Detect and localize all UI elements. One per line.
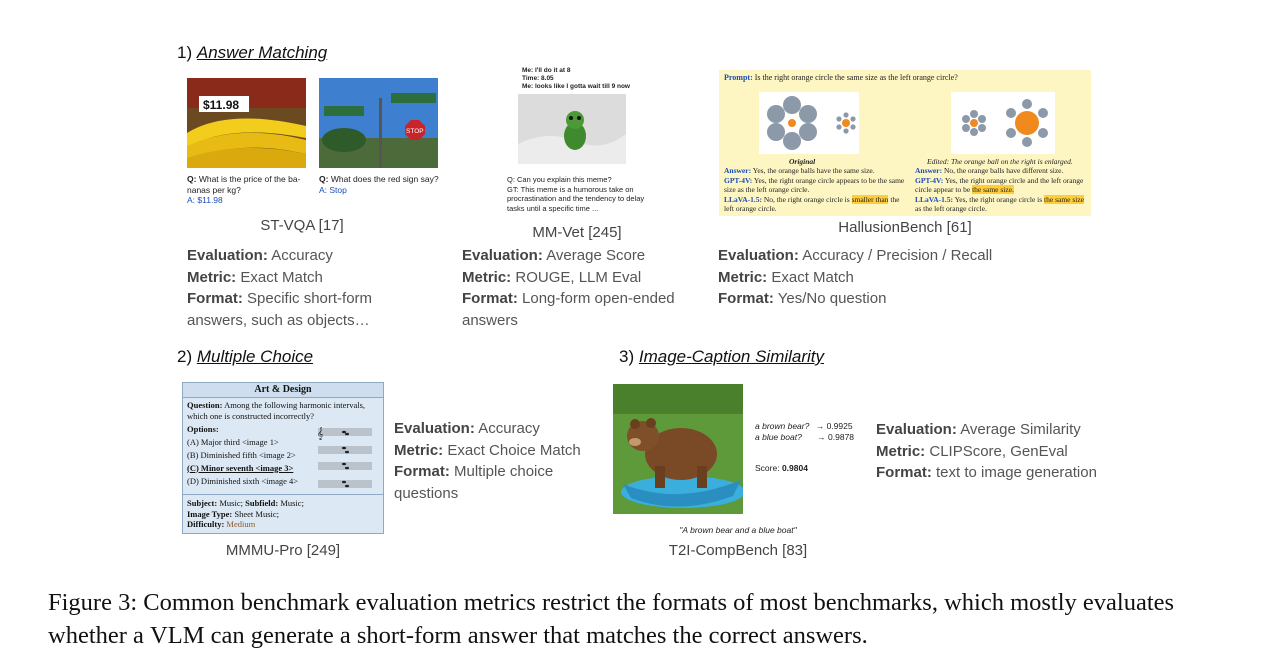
meme-image (518, 94, 626, 164)
mmmu-option-d: (D) Diminished sixth <image 4> (187, 475, 299, 486)
original-label: Original (789, 157, 816, 166)
mmmu-options-label: Options: (187, 424, 219, 434)
hallusion-panel (719, 70, 1091, 216)
bananas-image (187, 78, 306, 168)
stvqa-qa-2: Q: What does the red sign say? A: Stop (319, 174, 439, 195)
svg-text:𝄞: 𝄞 (317, 427, 324, 440)
mmmu-meta: Subject: Music; Subfield: Music; Image Type: Sheet Music; Difficulty: Medium (183, 494, 383, 533)
mmmu-card (182, 382, 384, 534)
edited-answers: Answer: No, the orange balls have different size. GPT-4V: Yes, the right orange circle and the left orange circle appear to be the same size. LLaVA-1.5: Yes, the right orange circle is the same size as the left orange circle. (915, 166, 1085, 213)
benchmark-name-stvqa: ST-VQA [17] (260, 217, 344, 234)
mmmu-option-c: (C) Minor seventh <image 3> (187, 462, 294, 473)
edited-label: Edited: The orange ball on the right is enlarged. (927, 157, 1073, 166)
mmmu-option-a: (A) Major third <image 1> (187, 436, 279, 447)
hallusion-prompt: Prompt: Is the right orange circle the same size as the left orange circle? (724, 73, 958, 82)
stvqa-evaluation-block: Evaluation: Accuracy Metric: Exact Match Format: Specific short-form answers, such as objects… (187, 247, 373, 329)
t2i-image-caption: "A brown bear and a blue boat" (679, 525, 797, 535)
figure-caption: Figure 3: Common benchmark evaluation metrics restrict the formats of most benchmarks, which mostly evaluates whether a VLM can generate a short-form answer that matches the correct answers. (48, 589, 1175, 649)
edited-circles-image (951, 92, 1055, 154)
benchmark-name-hallusionbench: HallusionBench [61] (838, 219, 972, 236)
benchmark-name-mmvet: MM-Vet [245] (532, 224, 622, 241)
hallusion-evaluation-block: Evaluation: Accuracy / Precision / Recall Metric: Exact Match Format: Yes/No question (718, 247, 993, 307)
bear-boat-image (613, 384, 743, 514)
mmvet-evaluation-block: Evaluation: Average Score Metric: ROUGE, LLM Eval Format: Long-form open-ended answers (462, 247, 675, 329)
mmmu-evaluation-block: Evaluation: Accuracy Metric: Exact Choice Match Format: Multiple choice questions (394, 420, 581, 502)
benchmark-name-mmmu-pro: MMMU-Pro [249] (225, 542, 341, 559)
t2i-prompt-scores: a brown bear? → 0.9925 a blue boat? → 0.9878 (755, 421, 855, 442)
street-sign-image (319, 78, 438, 168)
benchmark-name-t2i-compbench: T2I-CompBench [83] (668, 542, 808, 559)
t2i-evaluation-block: Evaluation: Average Similarity Metric: CLIPScore, GenEval Format: text to image generation (876, 421, 1097, 481)
section-title-answer-matching: 1) Answer Matching (177, 43, 328, 62)
original-answers: Answer: Yes, the orange balls have the same size. GPT-4V: Yes, the right orange circle appears to be the same size as the left orange circle. LLaVA-1.5: No, the right orange circle is smaller than the left orange circle. (724, 166, 905, 213)
mmvet-qa: Q: Can you explain this meme? GT: This meme is a humorous take on procrastination and the tendency to delay tasks until a specific time ... (507, 175, 645, 213)
sheet-music-icon (316, 423, 376, 493)
t2i-total-score: Score: 0.9804 (755, 463, 808, 473)
mmmu-option-b: (B) Diminished fifth <image 2> (187, 449, 296, 460)
original-circles-image (759, 92, 859, 154)
section-title-image-caption-similarity: 3) Image-Caption Similarity (619, 347, 825, 366)
meme-text: Me: I'll do it at 8 Time: 8.05 Me: looks like I gotta wait till 9 now (522, 67, 630, 90)
section-title-multiple-choice: 2) Multiple Choice (177, 347, 314, 366)
stvqa-qa-1: Q: What is the price of the ba-nanas per kg? A: $11.98 (187, 174, 301, 205)
mmmu-header: Art & Design (183, 383, 383, 398)
mmmu-question: Question: Among the following harmonic intervals, which one is constructed incorrectly? (187, 400, 366, 421)
stop-sign-text: STOP (406, 128, 424, 135)
price-tag-text: $11.98 (203, 98, 240, 112)
